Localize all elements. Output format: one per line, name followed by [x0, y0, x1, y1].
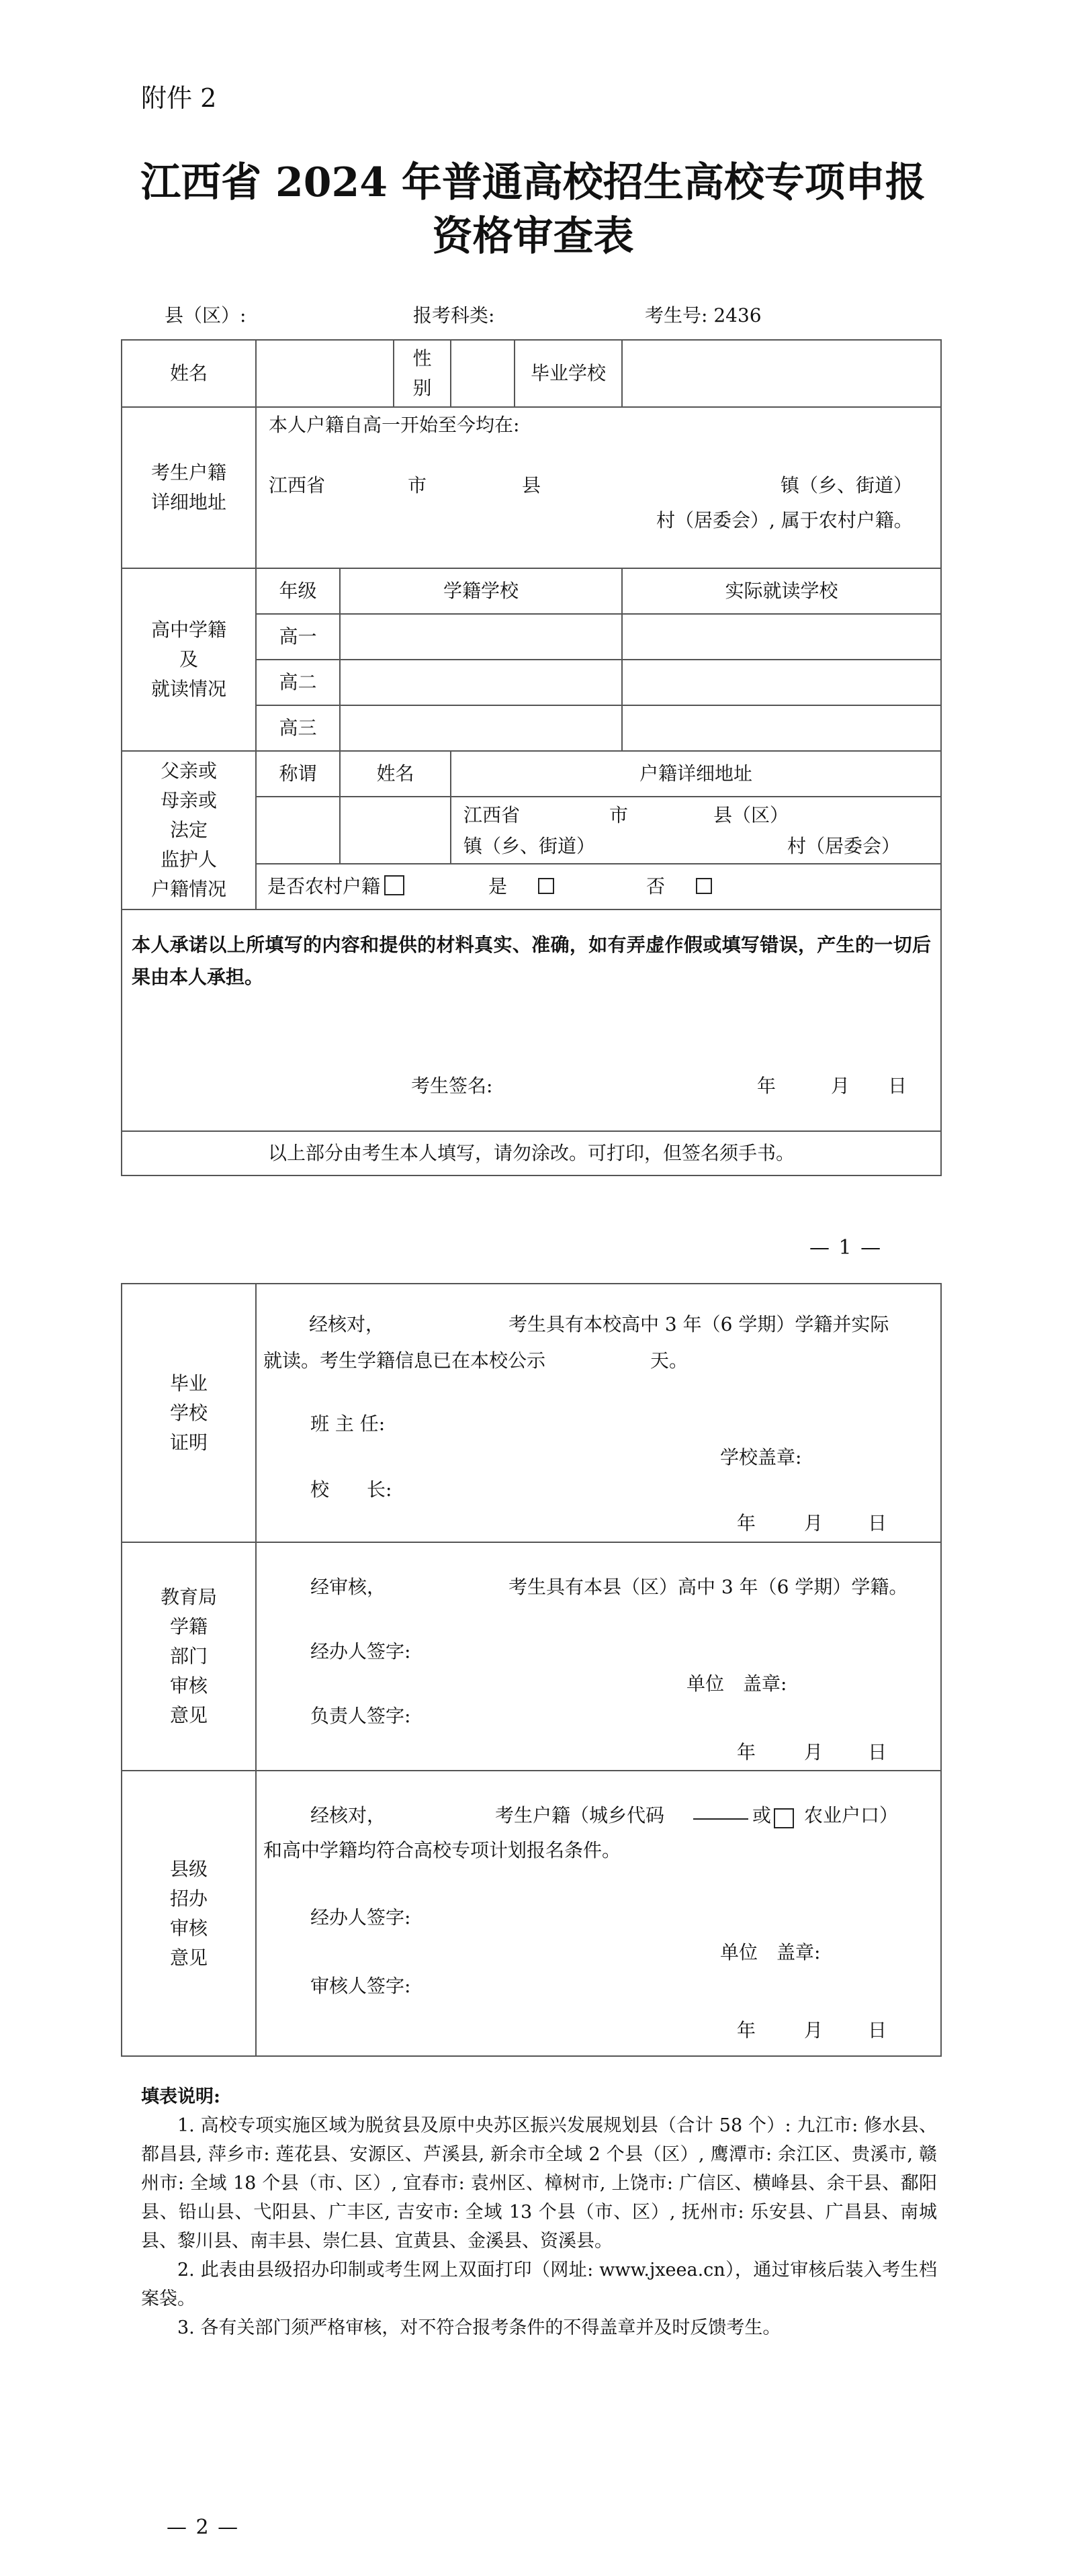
grade-2-actual-cell[interactable] — [622, 660, 941, 705]
edu-bureau-cell[interactable]: 经审核， 考生具有本县（区）高中 3 年（6 学期）学籍。 经办人签字: 单位 盖章: 负责人签字: 年 月 日 — [256, 1542, 941, 1771]
instructions — [141, 2082, 937, 2342]
grade-col-header: 年级 — [256, 568, 340, 614]
name-value-cell[interactable] — [256, 340, 394, 407]
grade-3-registered-cell[interactable] — [340, 705, 622, 751]
head-teacher-label: 班 主 任: — [310, 1413, 386, 1435]
candidate-signature-label: 考生签名: — [411, 1075, 493, 1097]
yes-label: 是 — [488, 875, 508, 897]
self-fill-footer: 以上部分由考生本人填写，请勿涂改。可打印，但签名须手书。 — [122, 1131, 941, 1175]
county-office-cell[interactable]: 经核对， 考生户籍（城乡代码 或 农业户口） 和高中学籍均符合高校专项计划报名条件。 经办人签字: 单位 盖章: 审核人签字: 年 月 日 — [256, 1771, 941, 2056]
grade-1-label: 高一 — [256, 614, 340, 660]
parent-name-value-cell[interactable] — [340, 797, 451, 864]
grade-1-registered-cell[interactable] — [340, 614, 622, 660]
form-title-line2: 资格审查表 — [432, 213, 634, 260]
principal-label: 校 长: — [310, 1478, 392, 1501]
gender-value-cell[interactable] — [451, 340, 515, 407]
gender-label: 性 别 — [394, 340, 451, 407]
handler-label-2: 经办人签字: — [310, 1906, 411, 1928]
school-seal-label: 学校盖章: — [720, 1446, 802, 1468]
page-number-2: — 2 — — [167, 2516, 240, 2539]
rural-hukou-question: 是否农村户籍 — [267, 875, 381, 897]
grade-2-registered-cell[interactable] — [340, 660, 622, 705]
grade-2-label: 高二 — [256, 660, 340, 705]
page-number-1: — 1 — — [809, 1236, 883, 1259]
pledge-text: 本人承诺以上所填写的内容和提供的材料真实、准确，如有弄虚作假或填写错误，产生的一切后果由本人承担。 — [132, 934, 931, 988]
yes-checkbox[interactable] — [538, 878, 554, 894]
edu-bureau-label: 教育局 学籍 部门 审核 意见 — [122, 1542, 256, 1771]
high-school-label: 高中学籍 及 就读情况 — [122, 568, 256, 751]
actual-school-col-header: 实际就读学校 — [622, 568, 941, 614]
rural-checkbox[interactable] — [384, 875, 404, 895]
parent-address-col-header: 户籍详细地址 — [451, 751, 941, 797]
subject-field: 报考科类: — [413, 304, 495, 326]
county-office-label: 县级 招办 审核 意见 — [122, 1771, 256, 2056]
relation-value-cell[interactable] — [256, 797, 340, 864]
instruction-3: 3. 各有关部门须严格审核，对不符合报考条件的不得盖章并及时反馈考生。 — [177, 2317, 781, 2338]
reviewer-label: 审核人签字: — [310, 1975, 411, 1997]
instruction-1: 1. 高校专项实施区域为脱贫县及原中央苏区振兴发展规划县（合计 58 个）: 九江市: 修水县、都昌县, 萍乡市: 莲花县、安源区、芦溪县, 新余市全域 2 个县（区）, 鹰潭市: 余江区、贵溪市, 赣州市: 全域 18 个县（市、区）, 宜春市: 袁州区、樟树市, 上饶市: 广信区、横峰县、余干县、鄱阳县、铅山县、弋阳县、广丰区, 吉安市: 全域 13 个县（市、区）, 抚州市: 乐安县、广昌县、南城县、黎川县、南丰县、崇仁县、宜黄县、金溪县、资溪县。 — [141, 2115, 937, 2252]
name-label: 姓名 — [122, 340, 256, 407]
no-checkbox[interactable] — [696, 878, 712, 894]
grade-3-label: 高三 — [256, 705, 340, 751]
grad-school-cert-label: 毕业 学校 证明 — [122, 1284, 256, 1542]
grad-school-label: 毕业学校 — [515, 340, 622, 407]
agri-hukou-checkbox[interactable] — [774, 1808, 794, 1828]
handler-label: 经办人签字: — [310, 1640, 411, 1662]
unit-seal-label-2: 单位 盖章: — [720, 1941, 821, 1963]
applicant-info-table — [121, 339, 942, 1176]
grade-1-actual-cell[interactable] — [622, 614, 941, 660]
parent-address-value-cell[interactable]: 江西省 市 县（区） 镇（乡、街道） 村（居委会） — [451, 797, 941, 864]
registered-school-col-header: 学籍学校 — [340, 568, 622, 614]
parent-name-col-header: 姓名 — [340, 751, 451, 797]
grad-school-value-cell[interactable] — [622, 340, 941, 407]
parent-hukou-label: 父亲或 母亲或 法定 监护人 户籍情况 — [122, 751, 256, 909]
pledge-cell: 本人承诺以上所填写的内容和提供的材料真实、准确，如有弄虚作假或填写错误，产生的一切后果由本人承担。 考生签名: 年 月 日 — [122, 909, 941, 1131]
review-table — [121, 1283, 942, 2057]
form-title-line1: 江西省 2024 年普通高校招生高校专项申报 — [140, 159, 926, 206]
exam-number-field: 考生号: 2436 — [645, 304, 762, 326]
grade-3-actual-cell[interactable] — [622, 705, 941, 751]
instructions-heading: 填表说明: — [141, 2086, 220, 2107]
no-label: 否 — [646, 875, 666, 897]
county-field: 县（区）: — [165, 304, 247, 326]
unit-seal-label: 单位 盖章: — [686, 1673, 787, 1695]
hukou-address-cell[interactable]: 本人户籍自高一开始至今均在: 江西省 市 县 镇（乡、街道） 村（居委会）, 属于农村户籍。 — [256, 407, 941, 568]
grad-school-cert-cell[interactable]: 经核对， 考生具有本校高中 3 年（6 学期）学籍并实际 就读。考生学籍信息已在本校公示 天。 班 主 任: 学校盖章: 校 长: 年 月 日 — [256, 1284, 941, 1542]
hukou-address-label: 考生户籍 详细地址 — [122, 407, 256, 568]
attachment-label: 附件 2 — [141, 83, 217, 113]
urban-rural-code-blank[interactable] — [693, 1818, 748, 1820]
instruction-2: 2. 此表由县级招办印制或考生网上双面打印（网址: www.jxeea.cn），通过审核后装入考生档案袋。 — [141, 2260, 937, 2309]
leader-label: 负责人签字: — [310, 1705, 411, 1727]
relation-col-header: 称谓 — [256, 751, 340, 797]
rural-hukou-row — [256, 864, 941, 909]
